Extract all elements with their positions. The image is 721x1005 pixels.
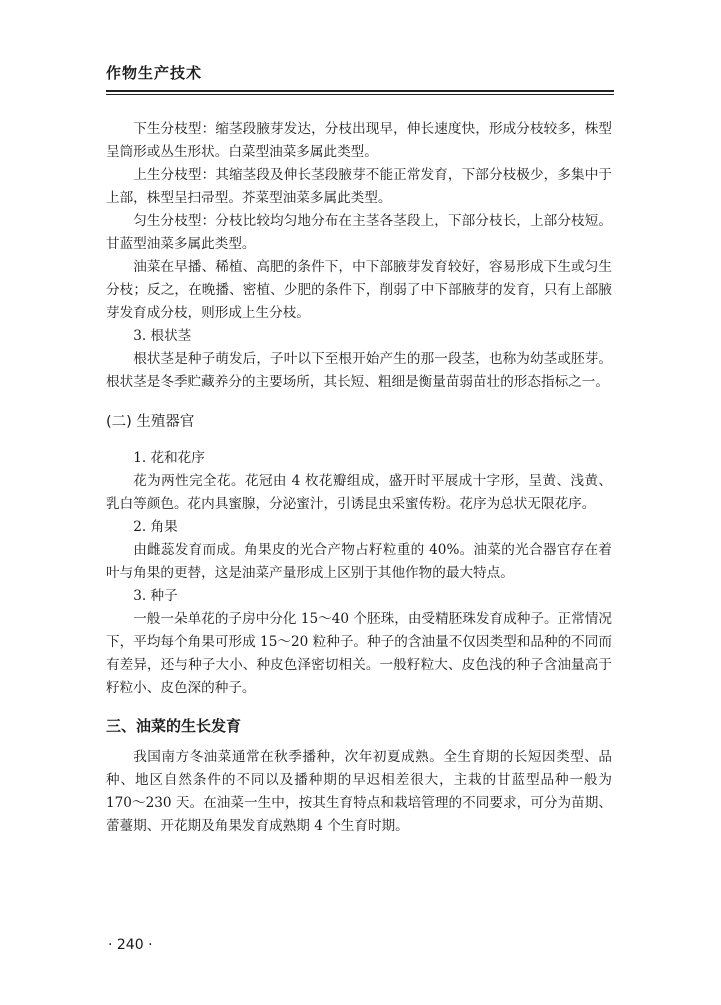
paragraph-branching-conditions: 油菜在早播、稀植、高肥的条件下，中下部腋芽发育较好，容易形成下生或匀生分枝；反之，在晚播、密植、少肥的条件下，削弱了中下部腋芽的发育，只有上部腋芽发育成分枝，则形成上生分枝。 — [106, 259, 612, 321]
paragraph-growth-period: 我国南方冬油菜通常在秋季播种，次年初夏成熟。全生育期的长短因类型、品种、地区自然条件的不同以及播种期的早迟相差很大，主栽的甘蓝型品种一般为 170～230 天。在油菜一生中，按其生育特点和栽培管理的不同要求，可分为苗期、蕾薹期、开花期及角果发育成熟期 4 个生育时期。 — [106, 749, 612, 834]
section-heading-reproductive-organs: (二) 生殖器官 — [106, 414, 195, 430]
page-body — [106, 118, 612, 838]
paragraph-flower: 花为两性完全花。花冠由 4 枚花瓣组成，盛开时平展成十字形，呈黄、浅黄、乳白等颜色。花内具蜜腺，分泌蜜汁，引诱昆虫采蜜传粉。花序为总状无限花序。 — [106, 473, 612, 512]
paragraph-lower-branching: 下生分枝型：缩茎段腋芽发达，分枝出现早，伸长速度快，形成分枝较多，株型呈筒形或丛生形状。白菜型油菜多属此类型。 — [106, 121, 612, 160]
paragraph-pod: 由雌蕊发育而成。角果皮的光合产物占籽粒重的 40%。油菜的光合器官存在着叶与角果的更替，这是油菜产量形成上区别于其他作物的最大特点。 — [106, 542, 612, 581]
running-header-title: 作物生产技术 — [106, 64, 203, 82]
subheading-rhizome: 3. 根状茎 — [133, 328, 192, 344]
section-heading-growth-development: 三、油菜的生长发育 — [106, 717, 242, 735]
subheading-seed: 3. 种子 — [133, 588, 178, 604]
subheading-pod: 2. 角果 — [133, 519, 178, 535]
header-rule-thick — [106, 90, 614, 92]
paragraph-upper-branching: 上生分枝型：其缩茎段及伸长茎段腋芽不能正常发育，下部分枝极少，多集中于上部，株型呈扫帚型。芥菜型油菜多属此类型。 — [106, 167, 612, 206]
page-number: · 240 · — [108, 937, 153, 953]
paragraph-seed: 一般一朵单花的子房中分化 15～40 个胚珠，由受精胚珠发育成种子。正常情况下，平均每个角果可形成 15～20 粒种子。种子的含油量不仅因类型和品种的不同而有差异，还与种子大小、种皮色泽密切相关。一般籽粒大、皮色浅的种子含油量高于籽粒小、皮色深的种子。 — [106, 611, 612, 696]
paragraph-even-branching: 匀生分枝型：分枝比较均匀地分布在主茎各茎段上，下部分枝长，上部分枝短。甘蓝型油菜多属此类型。 — [106, 213, 612, 252]
header-rule-thin — [106, 94, 614, 95]
paragraph-rhizome: 根状茎是种子萌发后，子叶以下至根开始产生的那一段茎，也称为幼茎或胚芽。根状茎是冬季贮藏养分的主要场所，其长短、粗细是衡量苗弱苗壮的形态指标之一。 — [106, 351, 612, 390]
subheading-flower: 1. 花和花序 — [133, 450, 205, 466]
